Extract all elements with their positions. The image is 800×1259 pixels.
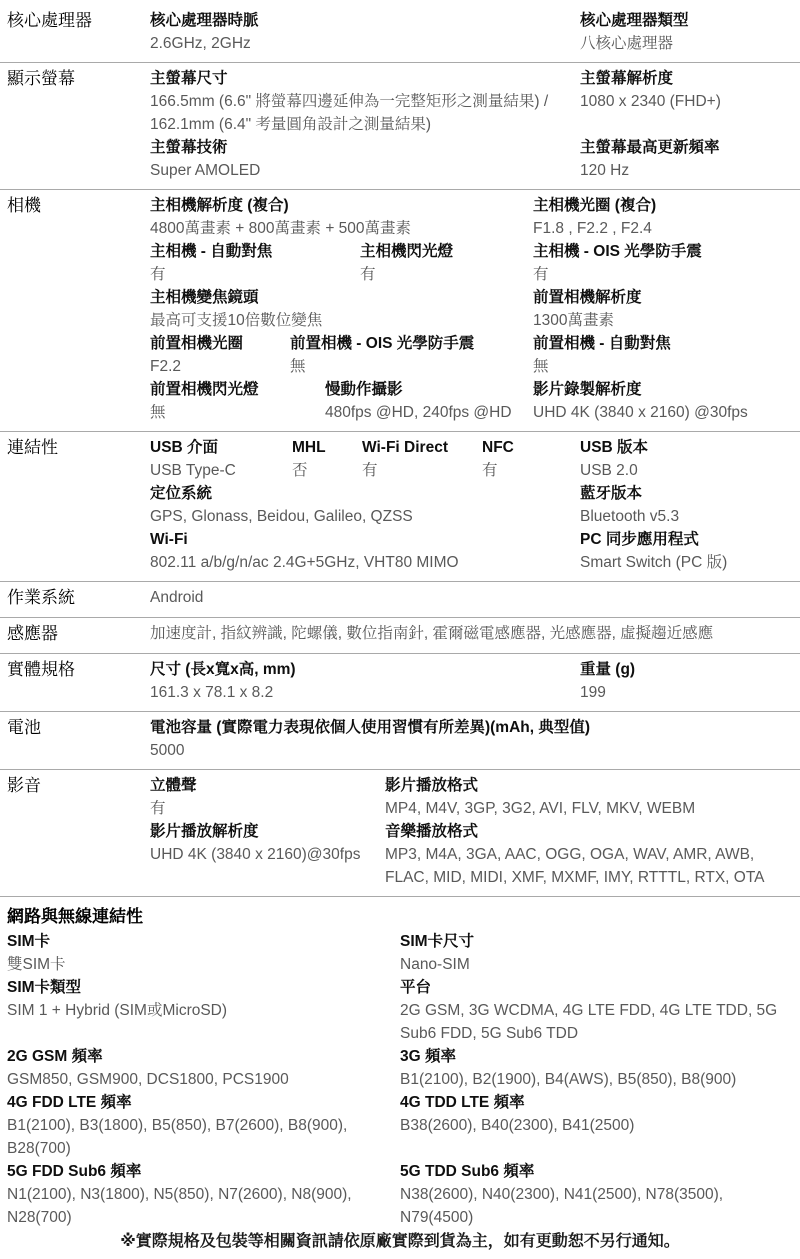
video-playback-res-label: 影片播放解析度: [150, 823, 259, 840]
section-processor: [0, 5, 800, 63]
tdd-5g-label: 5G TDD Sub6 頻率: [400, 1163, 535, 1180]
os-value: Android: [150, 589, 204, 606]
cpu-speed-value: 2.6GHz, 2GHz: [150, 35, 251, 52]
dimensions-label: 尺寸 (長x寬x高, mm): [150, 661, 296, 678]
stereo-label: 立體聲: [150, 777, 197, 794]
main-camera-zoom-cell: [150, 286, 533, 332]
main-camera-aperture-cell: [533, 194, 800, 240]
screen-resolution-label: 主螢幕解析度: [580, 70, 674, 87]
dimensions-cell: [150, 658, 580, 704]
video-format-label: 影片播放格式: [385, 777, 479, 794]
usb-version-label: USB 版本: [580, 439, 649, 456]
wifi-direct-cell: [362, 436, 482, 482]
main-camera-af-value: 有: [150, 266, 166, 283]
sim-value: 雙SIM卡: [7, 956, 66, 973]
location-system-value: GPS, Glonass, Beidou, Galileo, QZSS: [150, 508, 413, 525]
gsm-2g-label: 2G GSM 頻率: [7, 1048, 103, 1065]
network-section-title: 網路與無線連結性: [7, 907, 143, 926]
fdd-5g-label: 5G FDD Sub6 頻率: [7, 1163, 142, 1180]
main-camera-af-label: 主相機 - 自動對焦: [150, 243, 273, 260]
screen-tech-label: 主螢幕技術: [150, 139, 228, 156]
video-format-cell: [385, 774, 800, 820]
platform-label: 平台: [400, 979, 432, 996]
bluetooth-value: Bluetooth v5.3: [580, 508, 680, 525]
video-recording-label: 影片錄製解析度: [533, 381, 642, 398]
slow-motion-label: 慢動作攝影: [325, 381, 403, 398]
front-camera-af-value: 無: [533, 358, 549, 375]
cpu-type-value: 八核心處理器: [580, 35, 674, 52]
screen-tech-cell: [150, 136, 580, 182]
fdd-4g-cell: [7, 1091, 400, 1160]
sim-cell: [7, 930, 400, 976]
pc-sync-label: PC 同步應用程式: [580, 531, 699, 548]
usb-interface-label: USB 介面: [150, 439, 219, 456]
nfc-cell: [482, 436, 580, 482]
main-camera-flash-cell: [360, 240, 533, 286]
front-camera-aperture-label: 前置相機光圈: [150, 335, 244, 352]
location-system-label: 定位系統: [150, 485, 213, 502]
wifi-direct-label: Wi-Fi Direct: [362, 439, 448, 456]
stereo-value: 有: [150, 800, 166, 817]
video-recording-value: UHD 4K (3840 x 2160) @30fps: [533, 404, 748, 421]
section-label-processor: 核心處理器: [7, 11, 92, 30]
main-camera-flash-value: 有: [360, 266, 376, 283]
network-wireless-section: [0, 897, 800, 1229]
video-playback-res-value: UHD 4K (3840 x 2160)@30fps: [150, 846, 361, 863]
screen-size-label: 主螢幕尺寸: [150, 70, 228, 87]
freq-3g-cell: [400, 1045, 793, 1091]
section-physical: [0, 654, 800, 712]
refresh-rate-value: 120 Hz: [580, 162, 630, 179]
front-camera-af-cell: [533, 332, 800, 378]
front-camera-resolution-cell: [533, 286, 800, 332]
section-label-camera: 相機: [7, 196, 41, 215]
section-label-av: 影音: [7, 776, 41, 795]
front-camera-aperture-value: F2.2: [150, 358, 182, 375]
screen-size-cell: [150, 67, 580, 136]
main-camera-ois-label: 主相機 - OIS 光學防手震: [533, 243, 702, 260]
freq-3g-value: B1(2100), B2(1900), B4(AWS), B5(850), B8(900): [400, 1071, 737, 1088]
bluetooth-label: 藍牙版本: [580, 485, 643, 502]
main-camera-ois-value: 有: [533, 266, 549, 283]
location-system-cell: [150, 482, 580, 528]
screen-size-value: 166.5mm (6.6" 將螢幕四邊延伸為一完整矩形之測量結果) / 162.1mm (6.4" 考量圓角設計之測量結果): [150, 93, 549, 133]
section-label-physical: 實體規格: [7, 660, 75, 679]
main-camera-zoom-value: 最高可支援10倍數位變焦: [150, 312, 323, 329]
video-playback-res-cell: [150, 820, 385, 889]
fdd-4g-label: 4G FDD LTE 頻率: [7, 1094, 132, 1111]
audio-format-label: 音樂播放格式: [385, 823, 479, 840]
sim-size-value: Nano-SIM: [400, 956, 470, 973]
slow-motion-cell: [325, 378, 533, 424]
slow-motion-value: 480fps @HD, 240fps @HD: [325, 404, 512, 421]
cpu-type-label: 核心處理器類型: [580, 12, 689, 29]
front-camera-flash-label: 前置相機閃光燈: [150, 381, 259, 398]
usb-interface-cell: [150, 436, 292, 482]
section-battery: [0, 712, 800, 770]
phone-spec-table: [0, 5, 800, 897]
audio-format-value: MP3, M4A, 3GA, AAC, OGG, OGA, WAV, AMR, AWB, FLAC, MID, MIDI, XMF, MXMF, IMY, RTTTL, RTX, OTA: [385, 846, 765, 886]
section-sensors: [0, 618, 800, 654]
section-label-sensors: 感應器: [7, 624, 58, 643]
front-camera-af-label: 前置相機 - 自動對焦: [533, 335, 671, 352]
section-camera: [0, 190, 800, 432]
main-camera-zoom-label: 主相機變焦鏡頭: [150, 289, 259, 306]
tdd-4g-cell: [400, 1091, 793, 1160]
gsm-2g-cell: [7, 1045, 400, 1091]
screen-resolution-cell: [580, 67, 800, 136]
section-label-display: 顯示螢幕: [7, 69, 75, 88]
sim-type-cell: [7, 976, 400, 1045]
mhl-cell: [292, 436, 362, 482]
sim-label: SIM卡: [7, 933, 51, 950]
video-recording-cell: [533, 378, 800, 424]
usb-interface-value: USB Type-C: [150, 462, 236, 479]
pc-sync-cell: [580, 528, 800, 574]
main-camera-resolution-value: 4800萬畫素 + 800萬畫素 + 500萬畫素: [150, 220, 412, 237]
platform-value: 2G GSM, 3G WCDMA, 4G LTE FDD, 4G LTE TDD, 5G Sub6 FDD, 5G Sub6 TDD: [400, 1002, 778, 1042]
freq-3g-label: 3G 頻率: [400, 1048, 456, 1065]
weight-label: 重量 (g): [580, 661, 636, 678]
screen-tech-value: Super AMOLED: [150, 162, 261, 179]
tdd-5g-value: N38(2600), N40(2300), N41(2500), N78(3500), N79(4500): [400, 1186, 724, 1226]
fdd-5g-cell: [7, 1160, 400, 1229]
cpu-speed-cell: [150, 9, 580, 55]
battery-capacity-label: 電池容量 (實際電力表現依個人使用習慣有所差異)(mAh, 典型值): [150, 719, 591, 736]
pc-sync-value: Smart Switch (PC 版): [580, 554, 728, 571]
usb-version-value: USB 2.0: [580, 462, 638, 479]
fdd-5g-value: N1(2100), N3(1800), N5(850), N7(2600), N8(900), N28(700): [7, 1186, 352, 1226]
front-camera-ois-value: 無: [290, 358, 306, 375]
weight-value: 199: [580, 684, 606, 701]
weight-cell: [580, 658, 800, 704]
section-label-battery: 電池: [7, 718, 41, 737]
main-camera-flash-label: 主相機閃光燈: [360, 243, 454, 260]
battery-capacity-value: 5000: [150, 742, 185, 759]
front-camera-ois-label: 前置相機 - OIS 光學防手震: [290, 335, 475, 352]
tdd-4g-value: B38(2600), B40(2300), B41(2500): [400, 1117, 635, 1134]
stereo-cell: [150, 774, 385, 820]
sim-type-value: SIM 1 + Hybrid (SIM或MicroSD): [7, 1002, 228, 1019]
usb-version-cell: [580, 436, 800, 482]
main-camera-aperture-label: 主相機光圈 (複合): [533, 197, 657, 214]
sim-size-label: SIM卡尺寸: [400, 933, 475, 950]
nfc-value: 有: [482, 462, 498, 479]
bluetooth-cell: [580, 482, 800, 528]
tdd-5g-cell: [400, 1160, 793, 1229]
front-camera-aperture-cell: [150, 332, 290, 378]
gsm-2g-value: GSM850, GSM900, DCS1800, PCS1900: [7, 1071, 289, 1088]
section-display: [0, 63, 800, 190]
cpu-type-cell: [580, 9, 800, 55]
front-camera-resolution-label: 前置相機解析度: [533, 289, 642, 306]
section-label-connectivity: 連結性: [7, 438, 58, 457]
tdd-4g-label: 4G TDD LTE 頻率: [400, 1094, 525, 1111]
front-camera-flash-value: 無: [150, 404, 166, 421]
section-os: [0, 582, 800, 618]
main-camera-resolution-cell: [150, 194, 533, 240]
cpu-speed-label: 核心處理器時脈: [150, 12, 259, 29]
main-camera-aperture-value: F1.8 , F2.2 , F2.4: [533, 220, 652, 237]
front-camera-resolution-value: 1300萬畫素: [533, 312, 614, 329]
mhl-label: MHL: [292, 439, 326, 456]
sim-size-cell: [400, 930, 793, 976]
section-connectivity: [0, 432, 800, 582]
front-camera-ois-cell: [290, 332, 533, 378]
wifi-value: 802.11 a/b/g/n/ac 2.4G+5GHz, VHT80 MIMO: [150, 554, 459, 571]
platform-cell: [400, 976, 793, 1045]
section-label-os: 作業系統: [7, 588, 75, 607]
nfc-label: NFC: [482, 439, 514, 456]
audio-format-cell: [385, 820, 800, 889]
section-av: [0, 770, 800, 897]
disclaimer-note: ※實際規格及包裝等相關資訊請依原廠實際到貨為主，如有更動恕不另行通知。: [120, 1233, 680, 1250]
front-camera-flash-cell: [150, 378, 325, 424]
fdd-4g-value: B1(2100), B3(1800), B5(850), B7(2600), B8(900), B28(700): [7, 1117, 348, 1157]
wifi-label: Wi-Fi: [150, 531, 188, 548]
dimensions-value: 161.3 x 78.1 x 8.2: [150, 684, 274, 701]
main-camera-af-cell: [150, 240, 360, 286]
battery-capacity-cell: [150, 716, 800, 762]
sensors-value: 加速度計, 指紋辨識, 陀螺儀, 數位指南針, 霍爾磁電感應器, 光感應器, 虛擬趨近感應: [150, 625, 714, 642]
sim-type-label: SIM卡類型: [7, 979, 82, 996]
wifi-cell: [150, 528, 580, 574]
screen-resolution-value: 1080 x 2340 (FHD+): [580, 93, 721, 110]
refresh-rate-label: 主螢幕最高更新頻率: [580, 139, 720, 156]
refresh-rate-cell: [580, 136, 800, 182]
video-format-value: MP4, M4V, 3GP, 3G2, AVI, FLV, MKV, WEBM: [385, 800, 696, 817]
mhl-value: 否: [292, 462, 308, 479]
wifi-direct-value: 有: [362, 462, 378, 479]
main-camera-resolution-label: 主相機解析度 (複合): [150, 197, 289, 214]
main-camera-ois-cell: [533, 240, 800, 286]
